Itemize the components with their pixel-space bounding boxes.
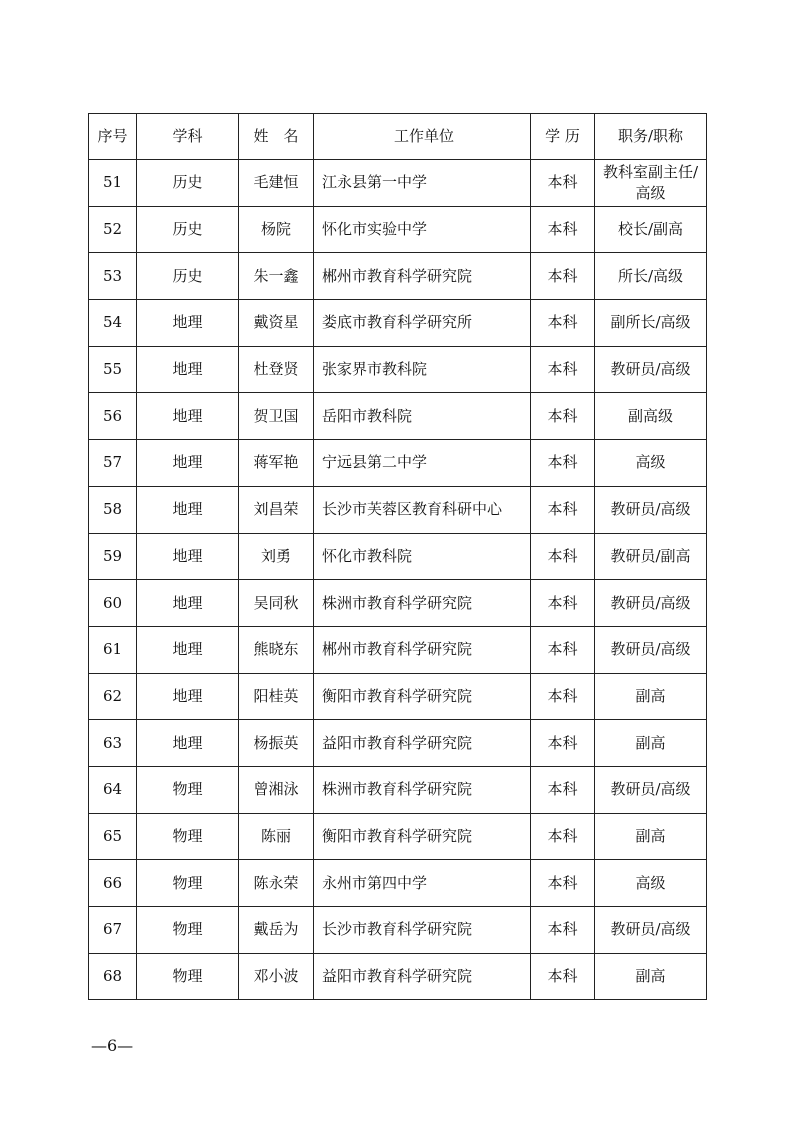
cell-work-unit: 益阳市教育科学研究院	[314, 720, 531, 767]
cell-name: 杨振英	[239, 720, 314, 767]
cell-subject: 地理	[137, 393, 239, 440]
cell-education: 本科	[531, 860, 595, 907]
header-title: 职务/职称	[595, 114, 707, 160]
cell-subject: 地理	[137, 346, 239, 393]
cell-education: 本科	[531, 953, 595, 1000]
cell-name: 杜登贤	[239, 346, 314, 393]
cell-subject: 地理	[137, 486, 239, 533]
cell-serial: 54	[89, 300, 137, 347]
cell-work-unit: 衡阳市教育科学研究院	[314, 673, 531, 720]
table-row	[89, 813, 707, 860]
table-row	[89, 766, 707, 813]
header-serial: 序号	[89, 114, 137, 160]
cell-education: 本科	[531, 907, 595, 954]
cell-education: 本科	[531, 393, 595, 440]
cell-serial: 57	[89, 440, 137, 487]
cell-name: 毛建恒	[239, 160, 314, 207]
cell-serial: 60	[89, 580, 137, 627]
cell-serial: 64	[89, 766, 137, 813]
cell-work-unit: 郴州市教育科学研究院	[314, 626, 531, 673]
cell-education: 本科	[531, 720, 595, 767]
cell-education: 本科	[531, 346, 595, 393]
cell-subject: 地理	[137, 626, 239, 673]
cell-work-unit: 江永县第一中学	[314, 160, 531, 207]
table-header-row	[89, 114, 707, 160]
cell-subject: 历史	[137, 160, 239, 207]
cell-name: 邓小波	[239, 953, 314, 1000]
cell-name: 蒋军艳	[239, 440, 314, 487]
cell-name: 朱一鑫	[239, 253, 314, 300]
cell-title: 高级	[595, 440, 707, 487]
cell-title: 副高	[595, 813, 707, 860]
cell-subject: 物理	[137, 953, 239, 1000]
cell-name: 陈永荣	[239, 860, 314, 907]
cell-serial: 58	[89, 486, 137, 533]
cell-subject: 物理	[137, 766, 239, 813]
cell-serial: 61	[89, 626, 137, 673]
cell-name: 吴同秋	[239, 580, 314, 627]
table-row	[89, 253, 707, 300]
table-row	[89, 720, 707, 767]
cell-serial: 59	[89, 533, 137, 580]
cell-work-unit: 长沙市教育科学研究院	[314, 907, 531, 954]
cell-education: 本科	[531, 253, 595, 300]
cell-name: 戴资星	[239, 300, 314, 347]
table-row	[89, 160, 707, 207]
cell-work-unit: 衡阳市教育科学研究院	[314, 813, 531, 860]
cell-name: 戴岳为	[239, 907, 314, 954]
cell-work-unit: 宁远县第二中学	[314, 440, 531, 487]
cell-subject: 物理	[137, 860, 239, 907]
cell-serial: 65	[89, 813, 137, 860]
cell-title: 所长/高级	[595, 253, 707, 300]
cell-name: 陈丽	[239, 813, 314, 860]
cell-title: 教科室副主任/高级	[595, 160, 707, 207]
cell-subject: 物理	[137, 907, 239, 954]
cell-subject: 地理	[137, 720, 239, 767]
cell-education: 本科	[531, 580, 595, 627]
cell-work-unit: 长沙市芙蓉区教育科研中心	[314, 486, 531, 533]
cell-title: 副高级	[595, 393, 707, 440]
page-number: —6—	[91, 1036, 134, 1055]
table-row	[89, 907, 707, 954]
cell-serial: 68	[89, 953, 137, 1000]
table-row	[89, 486, 707, 533]
cell-subject: 历史	[137, 206, 239, 253]
table-row	[89, 346, 707, 393]
cell-title: 教研员/高级	[595, 626, 707, 673]
cell-title: 副高	[595, 720, 707, 767]
cell-serial: 67	[89, 907, 137, 954]
cell-work-unit: 郴州市教育科学研究院	[314, 253, 531, 300]
cell-serial: 51	[89, 160, 137, 207]
cell-work-unit: 株洲市教育科学研究院	[314, 766, 531, 813]
cell-subject: 地理	[137, 440, 239, 487]
cell-serial: 62	[89, 673, 137, 720]
header-work-unit: 工作单位	[314, 114, 531, 160]
cell-title: 教研员/副高	[595, 533, 707, 580]
cell-name: 刘勇	[239, 533, 314, 580]
cell-title: 校长/副高	[595, 206, 707, 253]
cell-work-unit: 岳阳市教科院	[314, 393, 531, 440]
cell-title: 教研员/高级	[595, 580, 707, 627]
cell-title: 高级	[595, 860, 707, 907]
personnel-table	[88, 113, 707, 1000]
cell-subject: 物理	[137, 813, 239, 860]
cell-education: 本科	[531, 206, 595, 253]
cell-title: 教研员/高级	[595, 907, 707, 954]
cell-subject: 地理	[137, 580, 239, 627]
cell-name: 刘昌荣	[239, 486, 314, 533]
cell-education: 本科	[531, 533, 595, 580]
cell-education: 本科	[531, 300, 595, 347]
cell-work-unit: 益阳市教育科学研究院	[314, 953, 531, 1000]
table-row	[89, 393, 707, 440]
cell-serial: 63	[89, 720, 137, 767]
cell-education: 本科	[531, 486, 595, 533]
cell-education: 本科	[531, 626, 595, 673]
cell-subject: 历史	[137, 253, 239, 300]
table-row	[89, 206, 707, 253]
cell-name: 贺卫国	[239, 393, 314, 440]
cell-education: 本科	[531, 673, 595, 720]
cell-serial: 66	[89, 860, 137, 907]
table-row	[89, 626, 707, 673]
cell-name: 曾湘泳	[239, 766, 314, 813]
cell-title: 教研员/高级	[595, 346, 707, 393]
cell-work-unit: 株洲市教育科学研究院	[314, 580, 531, 627]
cell-work-unit: 娄底市教育科学研究所	[314, 300, 531, 347]
cell-name: 杨院	[239, 206, 314, 253]
cell-title: 副所长/高级	[595, 300, 707, 347]
header-name: 姓 名	[239, 114, 314, 160]
cell-work-unit: 怀化市实验中学	[314, 206, 531, 253]
cell-title: 副高	[595, 953, 707, 1000]
cell-title: 教研员/高级	[595, 486, 707, 533]
header-subject: 学科	[137, 114, 239, 160]
cell-title: 副高	[595, 673, 707, 720]
cell-name: 熊晓东	[239, 626, 314, 673]
table-row	[89, 953, 707, 1000]
cell-serial: 56	[89, 393, 137, 440]
table-row	[89, 533, 707, 580]
table-row	[89, 300, 707, 347]
cell-serial: 55	[89, 346, 137, 393]
table-row	[89, 673, 707, 720]
cell-education: 本科	[531, 440, 595, 487]
cell-subject: 地理	[137, 673, 239, 720]
cell-education: 本科	[531, 160, 595, 207]
cell-title: 教研员/高级	[595, 766, 707, 813]
table-row	[89, 580, 707, 627]
cell-work-unit: 怀化市教科院	[314, 533, 531, 580]
table-row	[89, 440, 707, 487]
header-education: 学 历	[531, 114, 595, 160]
cell-work-unit: 张家界市教科院	[314, 346, 531, 393]
cell-serial: 53	[89, 253, 137, 300]
cell-subject: 地理	[137, 533, 239, 580]
cell-education: 本科	[531, 766, 595, 813]
cell-name: 阳桂英	[239, 673, 314, 720]
cell-work-unit: 永州市第四中学	[314, 860, 531, 907]
cell-subject: 地理	[137, 300, 239, 347]
cell-serial: 52	[89, 206, 137, 253]
cell-education: 本科	[531, 813, 595, 860]
table-row	[89, 860, 707, 907]
